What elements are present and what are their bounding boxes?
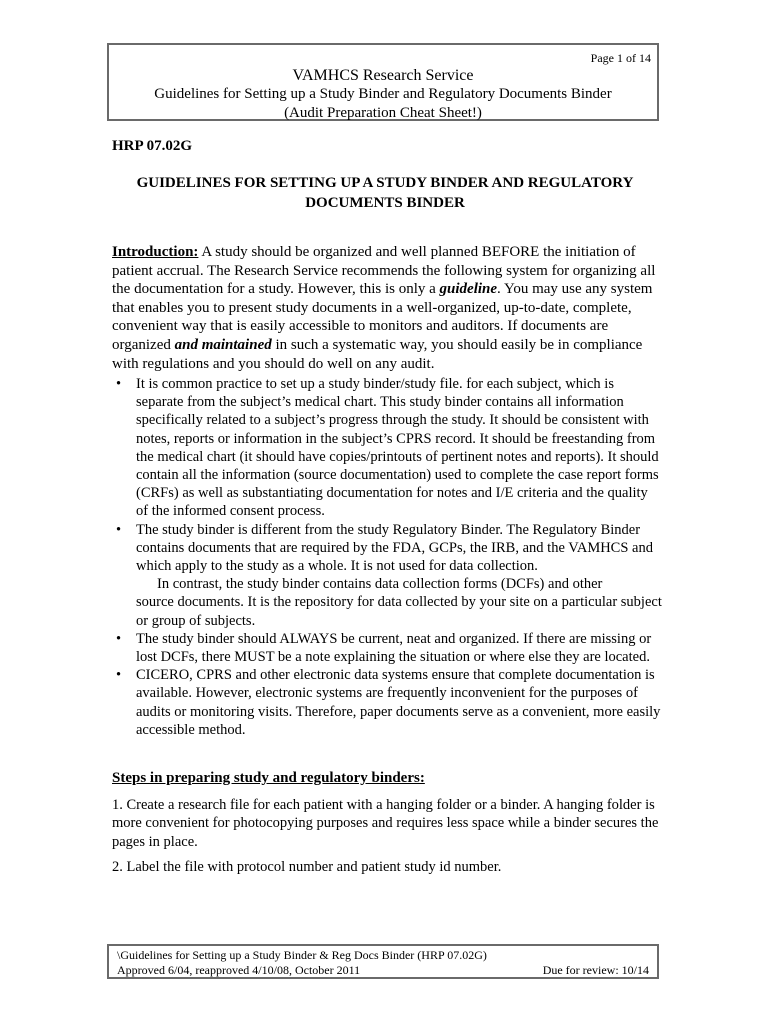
intro-text-1: A study should be organized and well planned BEFORE the initiation of patient accrual. The Research Service recommends the following system for organizing all the documentation for a study. However, this is only a [112, 244, 656, 298]
page-number: Page 1 of 14 [590, 51, 651, 65]
bullet-icon: • [116, 630, 122, 647]
bullet-list [112, 375, 662, 739]
header-subtitle: (Audit Preparation Cheat Sheet!) [284, 105, 482, 121]
bullet-icon: • [116, 376, 122, 392]
intro-emphasis-guideline: guideline [439, 281, 498, 298]
header-organization: VAMHCS Research Service [292, 67, 474, 84]
header-box [107, 43, 659, 121]
intro-text-2: . You may use any system that enables you to present study documents in a well-organized, up-to-date, complete, convenient way that is easily accessible to monitors and auditors. If documents are organized [112, 281, 653, 353]
bullet-icon: • [116, 521, 122, 538]
list-item [112, 666, 662, 739]
bullet-2-text-a: The study binder is different from the study Regulatory Binder. The Regulatory Binder contains documents that are required by the FDA, GCPs, the IRB, and the VAMHCS and which apply to the study as a whole. It is not used for data collection. [136, 521, 653, 575]
footer-approval-dates: Approved 6/04, reapproved 4/10/08, October 2011 [117, 963, 361, 977]
intro-emphasis-maintained: and maintained [174, 336, 272, 353]
step-1: 1. Create a research file for each patient with a hanging folder or a binder. A hanging folder is more convenient for photocopying purposes and requires less space while a binder secures the pages in place. [112, 797, 659, 850]
list-item [112, 521, 662, 630]
steps-heading: Steps in preparing study and regulatory binders: [112, 770, 425, 786]
header-document-title: Guidelines for Setting up a Study Binder and Regulatory Documents Binder [154, 86, 612, 102]
list-item [112, 375, 662, 521]
footer-box [107, 944, 659, 979]
introduction-label: Introduction: [112, 244, 199, 260]
bullet-3-text: The study binder should ALWAYS be current, neat and organized. If there are missing or lost DCFs, there MUST be a note explaining the situation or where else they are located. [136, 630, 652, 666]
step-2: 2. Label the file with protocol number and patient study id number. [112, 859, 502, 875]
footer-review-date: Due for review: 10/14 [542, 963, 649, 977]
introduction-paragraph [112, 243, 662, 373]
bullet-4-text: CICERO, CPRS and other electronic data systems ensure that complete documentation is available. However, electronic systems are frequently inconvenient for the purposes of audits or monitoring visits. Therefore, paper documents serve as a convenient, more easily accessible method. [136, 667, 661, 738]
bullet-2-text-b: In contrast, the study binder contains data collection forms (DCFs) and other [157, 576, 603, 593]
page-title [112, 173, 658, 213]
list-item [112, 630, 662, 666]
bullet-2-text-c: source documents. It is the repository for data collected by your site on a particular subject or group of subjects. [136, 594, 662, 629]
intro-text-3: in such a systematic way, you should easily be in compliance with regulations and you should do well on any audit. [112, 336, 643, 372]
document-code: HRP 07.02G [112, 138, 193, 154]
title-line-1: GUIDELINES FOR SETTING UP A STUDY BINDER AND REGULATORY [136, 175, 634, 191]
footer-document-path: \Guidelines for Setting up a Study Binder & Reg Docs Binder (HRP 07.02G) [117, 948, 487, 962]
bullet-1-text: It is common practice to set up a study binder/study file. for each subject, which is separate from the subject’s medical chart. This study binder contains all information specifically related to a subject’s progress through the study. It should be consistent with notes, reports or information in the subject’s CPRS record. It should be freestanding from the medical chart (it should have copies/printouts of pertinent notes and reports). It should contain all the information (source documentation) used to complete the case report forms (CRFs) as well as substantiating documentation for notes and I/E criteria and the quality of the informed consent process. [136, 376, 659, 520]
title-line-2: DOCUMENTS BINDER [305, 195, 465, 211]
bullet-icon: • [116, 667, 122, 684]
